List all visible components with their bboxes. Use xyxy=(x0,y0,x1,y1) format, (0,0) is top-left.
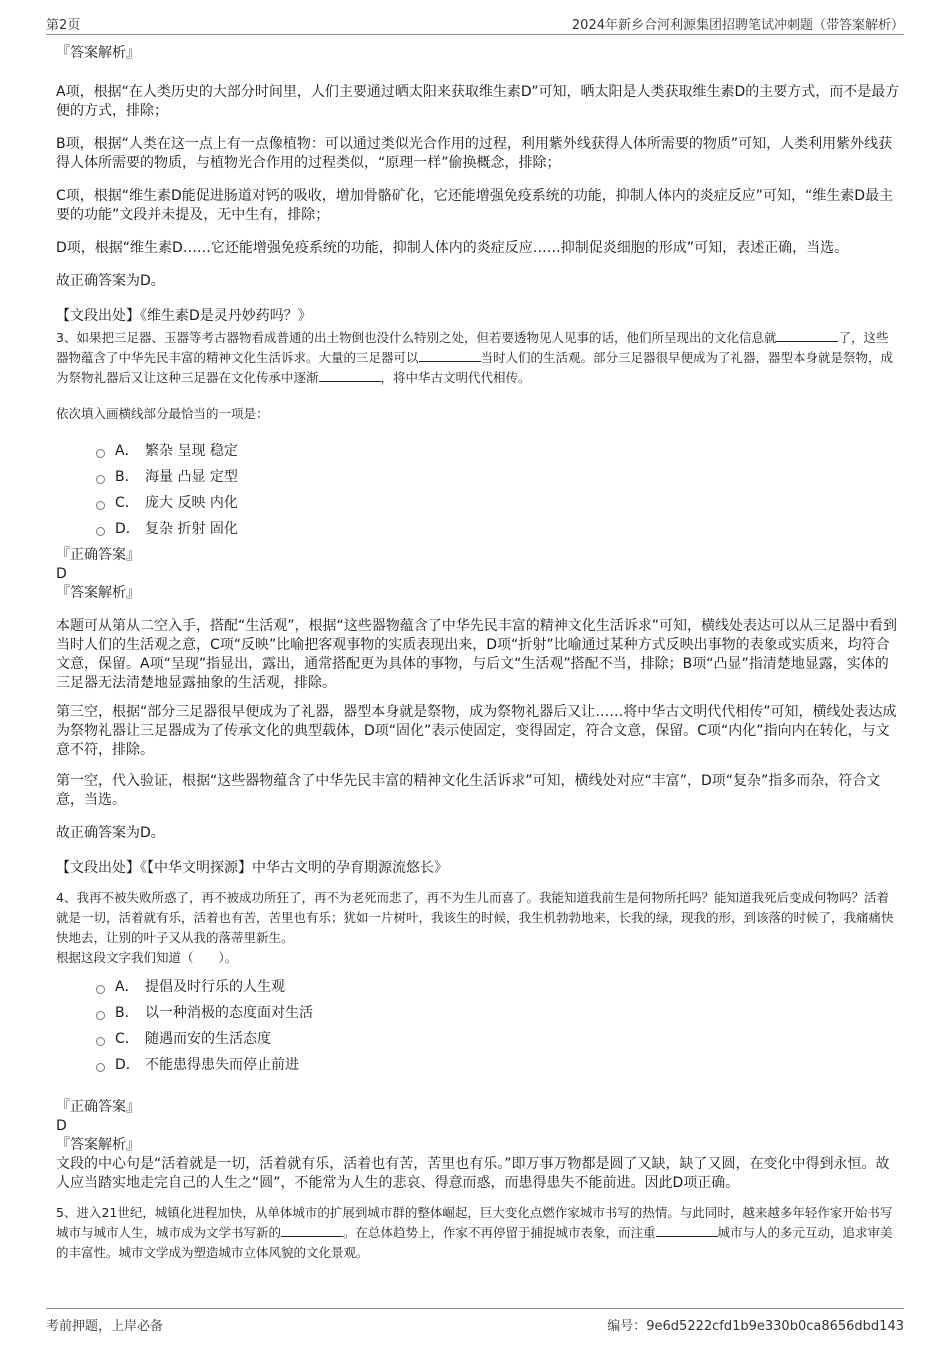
radio-icon[interactable] xyxy=(96,1063,105,1072)
page-footer xyxy=(46,1308,904,1333)
question-3-prompt: 依次填入画横线部分最恰当的一项是： xyxy=(56,406,269,421)
radio-icon[interactable] xyxy=(96,985,105,994)
answer-label: 『正确答案』 xyxy=(56,547,140,563)
fill-blank-3 xyxy=(319,369,381,382)
document-code: 编号：9e6d5222cfd1b9e330b0ca8656dbd143 xyxy=(607,1319,904,1334)
conclusion: 故正确答案为D。 xyxy=(56,825,165,841)
option-d[interactable]: D． 不能患得患失而停止前进 xyxy=(96,1052,900,1078)
page-header xyxy=(46,12,904,35)
option-a[interactable]: A． 繁杂 呈现 稳定 xyxy=(96,438,900,464)
fill-blank-1 xyxy=(776,329,838,342)
answer-label: 『正确答案』 xyxy=(56,1099,140,1115)
analysis-label: 『答案解析』 xyxy=(56,585,140,601)
page-content xyxy=(56,44,900,1263)
source-citation: 【文段出处】《【中华文明探源】中华古文明的孕育期源流悠长》 xyxy=(56,860,448,876)
radio-icon[interactable] xyxy=(96,1037,105,1046)
analysis-paragraph-b: B项，根据“人类在这一点上有一点像植物：可以通过类似光合作用的过程，利用紫外线获得人体所需要的物质”可知，人类利用紫外线获得人体所需要的物质，与植物光合作用的过程类似，“原理一样”偷换概念，排除； xyxy=(56,136,893,171)
option-b[interactable]: B． 以一种消极的态度面对生活 xyxy=(96,1000,900,1026)
radio-icon[interactable] xyxy=(96,1011,105,1020)
question-4-stem: 4、我再不被失败所惑了，再不被成功所狂了，再不为老死而悲了，再不为生儿而喜了。我能知道我前生是何物所托吗？能知道我死后变成何物吗？活着就是一切，活着就有乐，活着也有苦，苦里也有乐；犹如一片树叶，我该生的时候，我生机勃勃地来，长我的绿，现我的形，到该落的时候了，我痛痛快快地去，让别的叶子又从我的落蒂里新生。 xyxy=(56,890,894,945)
fill-blank-2 xyxy=(419,349,481,362)
option-c[interactable]: C． 随遇而安的生活态度 xyxy=(96,1026,900,1052)
radio-icon[interactable] xyxy=(96,501,105,510)
option-b[interactable]: B． 海量 凸显 定型 xyxy=(96,464,900,490)
source-citation: 【文段出处】《维生素D是灵丹妙药吗？》 xyxy=(56,308,312,324)
conclusion: 故正确答案为D。 xyxy=(56,273,165,289)
option-c[interactable]: C． 庞大 反映 内化 xyxy=(96,490,900,516)
page-number: 第2页 xyxy=(46,18,81,33)
analysis-label: 『答案解析』 xyxy=(56,1137,140,1153)
analysis-paragraph: 文段的中心句是“活着就是一切，活着就有乐，活着也有苦，苦里也有乐。”即万事万物都是圆了又缺，缺了又圆，在变化中得到永恒。故人应当踏实地走完自己的人生之“圆”，不能常为人生的悲哀、得意而惑，而患得患失不能前进。因此D项正确。 xyxy=(56,1156,890,1191)
question-5-stem: 5、进入21世纪，城镇化进程加快，从单体城市的扩展到城市群的整体崛起，巨大变化点燃作家城市书写的热情。与此同时，越来越多年轻作家开始书写城市与城市人生，城市成为文学书写新的 。在总体趋势上，作家不再停留于捕捉城市表象，而注重 城市与人的多元互动，追求审美的丰富性。城市文学成为塑造城市立体风貌的文化景观。 xyxy=(56,1205,893,1260)
fill-blank-1 xyxy=(281,1224,343,1237)
footer-slogan: 考前押题，上岸必备 xyxy=(46,1319,164,1334)
option-a[interactable]: A． 提倡及时行乐的人生观 xyxy=(96,974,900,1000)
analysis-paragraph-d: D项，根据“维生素D……它还能增强免疫系统的功能，抑制人体内的炎症反应……抑制促炎细胞的形成”可知，表述正确，当选。 xyxy=(56,240,849,256)
analysis-paragraph-a: A项，根据“在人类历史的大部分时间里，人们主要通过晒太阳来获取维生素D”可知，晒太阳是人类获取维生素D的主要方式，而不是最方便的方式，排除； xyxy=(56,84,900,119)
question-3-stem: 3、如果把三足器、玉器等考古器物看成普通的出土物倒也没什么特别之处，但若要透物见人见事的话，他们所呈现出的文化信息就 了，这些器物蕴含了中华先民丰富的精神文化生活诉求。大量的三足器可以 当时人们的生活观。部分三足器很早便成为了礼器，器型本身就是祭物，成为祭物礼器后又让这种三足器在文化传承中逐渐 ，将中华古文明代代相传。 xyxy=(56,330,894,385)
analysis-paragraph-c: C项，根据“维生素D能促进肠道对钙的吸收，增加骨骼矿化，它还能增强免疫系统的功能，抑制人体内的炎症反应”可知，“维生素D最主要的功能”文段并未提及，无中生有，排除； xyxy=(56,188,894,223)
fill-blank-2 xyxy=(656,1224,718,1237)
option-d[interactable]: D． 复杂 折射 固化 xyxy=(96,516,900,542)
analysis-paragraph-2: 第三空，根据“部分三足器很早便成为了礼器，器型本身就是祭物，成为祭物礼器后又让……将中华古文明代代相传”可知，横线处表达成为祭物礼器让三足器成为了传承文化的典型载体，D项“固化”表示使固定，变得固定，符合文意，保留。C项“内化”指向内在转化，与文意不符，排除。 xyxy=(56,704,897,758)
radio-icon[interactable] xyxy=(96,527,105,536)
analysis-label: 『答案解析』 xyxy=(56,45,140,61)
document-title: 2024年新乡合河利源集团招聘笔试冲刺题（带答案解析） xyxy=(571,18,904,33)
radio-icon[interactable] xyxy=(96,449,105,458)
question-4-options xyxy=(56,974,900,1078)
radio-icon[interactable] xyxy=(96,475,105,484)
analysis-paragraph-3: 第一空，代入验证，根据“这些器物蕴含了中华先民丰富的精神文化生活诉求”可知，横线处对应“丰富”，D项“复杂”指多而杂，符合文意，当选。 xyxy=(56,773,881,808)
correct-answer: D xyxy=(56,1118,67,1134)
analysis-paragraph-1: 本题可从第从二空入手，搭配“生活观”，根据“这些器物蕴含了中华先民丰富的精神文化生活诉求”可知，横线处表达可以从三足器中看到当时人们的生活观之意，C项“反映”比喻把客观事物的实质表现出来，D项“折射”比喻通过某种方式反映出事物的表象或实质来，均符合文意，保留。A项“呈现”指显出，露出，通常搭配更为具体的事物，与后文“生活观”搭配不当，排除；B项“凸显”指清楚地显露，实体的三足器无法清楚地显露抽象的生活观，排除。 xyxy=(56,618,898,691)
question-4-prompt: 根据这段文字我们知道（ ）。 xyxy=(56,950,238,965)
correct-answer: D xyxy=(56,566,67,582)
question-3-options xyxy=(56,438,900,542)
